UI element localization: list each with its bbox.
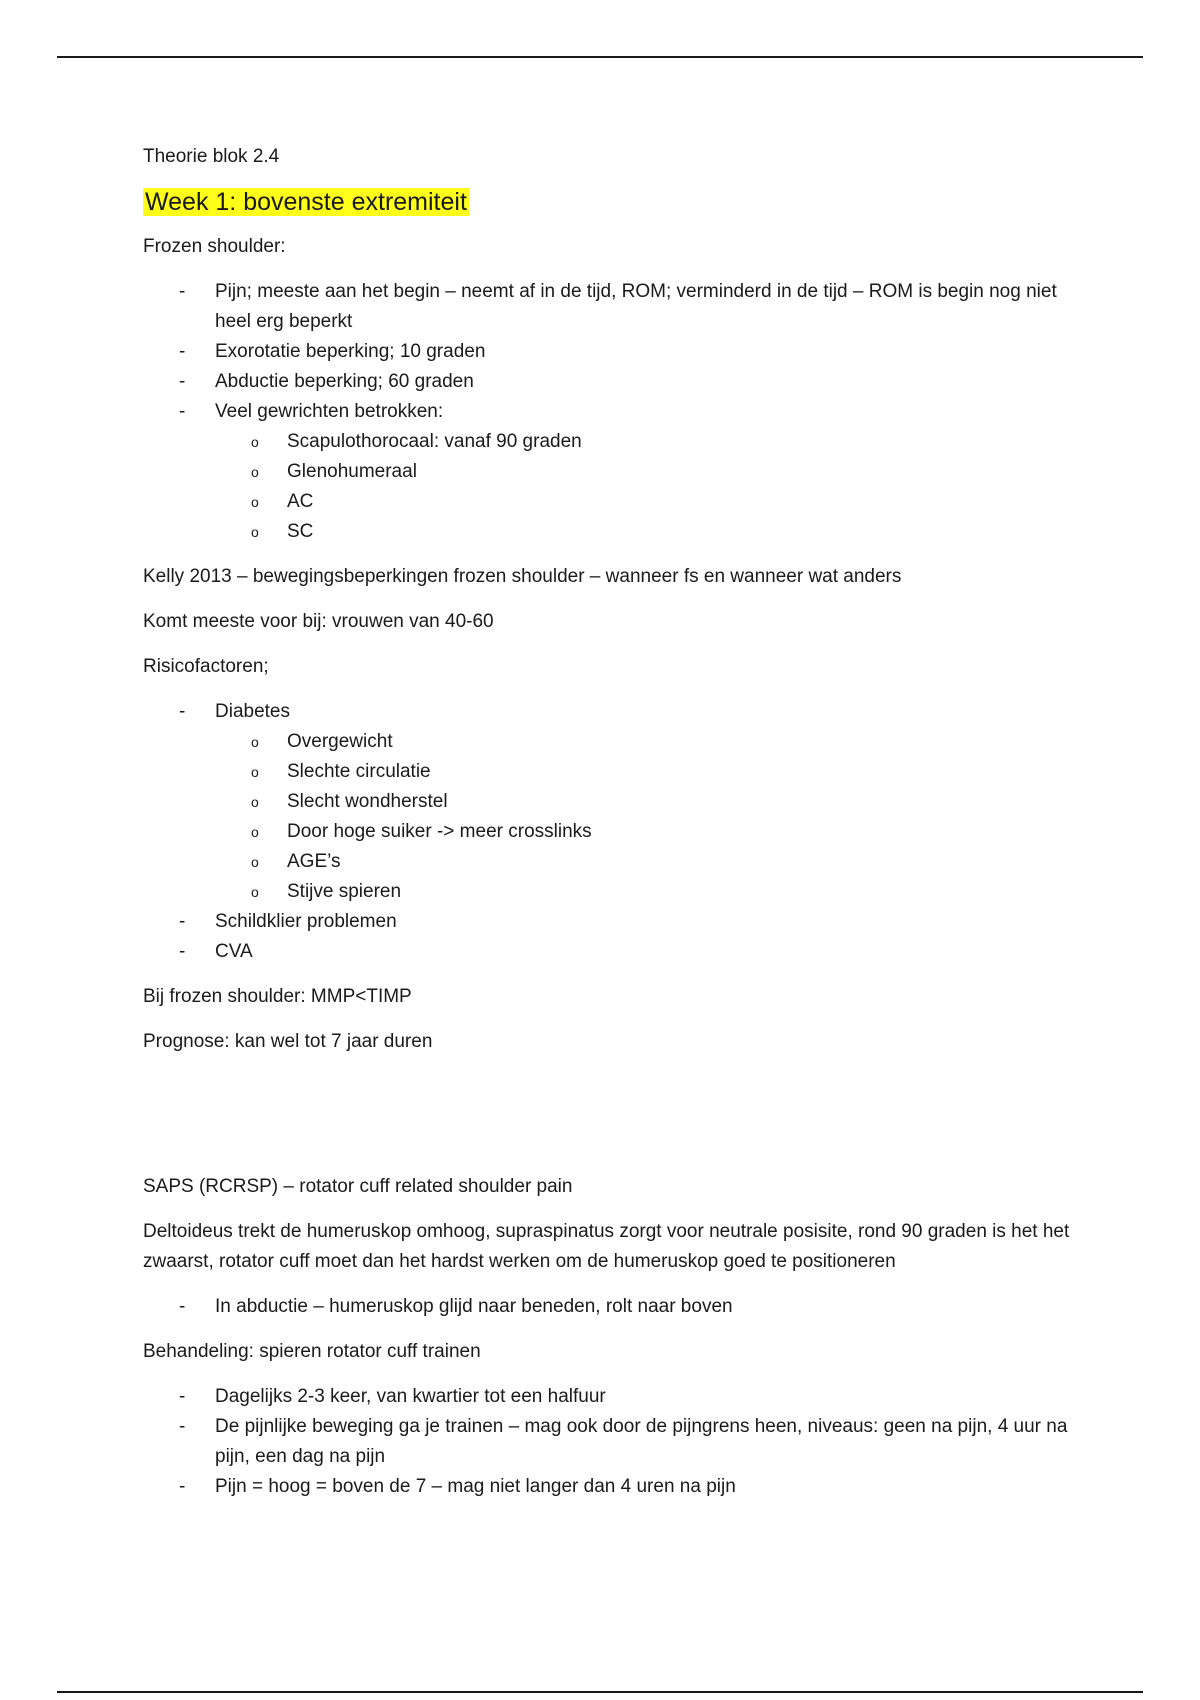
sublist-item-text: Door hoge suiker -> meer crosslinks	[287, 821, 592, 842]
mmp-paragraph: Bij frozen shoulder: MMP<TIMP	[143, 986, 412, 1007]
sublist-item-text: Slecht wondherstel	[287, 791, 448, 812]
list-item	[143, 337, 1083, 367]
circle-bullet: o	[251, 494, 259, 510]
sublist-item	[215, 427, 1083, 457]
kelly-paragraph: Kelly 2013 – bewegingsbeperkingen frozen shoulder – wanneer fs en wanneer wat anders	[143, 566, 902, 587]
list-item	[143, 367, 1083, 397]
sublist-item-text: Overgewicht	[287, 731, 393, 752]
sublist-item	[215, 457, 1083, 487]
dash-bullet: -	[179, 941, 186, 962]
dash-bullet: -	[179, 701, 186, 722]
list-item-text: Veel gewrichten betrokken:	[215, 401, 444, 422]
dash-bullet: -	[179, 1416, 186, 1437]
sublist-item	[215, 757, 1083, 787]
circle-bullet: o	[251, 824, 259, 840]
week-heading-text: Week 1: bovenste extremiteit	[145, 188, 467, 216]
sublist-item-text: AC	[287, 491, 314, 512]
circle-bullet: o	[251, 734, 259, 750]
treatment-list	[143, 1382, 1083, 1502]
frozen-list	[143, 277, 1083, 547]
circle-bullet: o	[251, 464, 259, 480]
sublist-item-text: Glenohumeraal	[287, 461, 417, 482]
deltoid-paragraph: Deltoideus trekt de humeruskop omhoog, supraspinatus zorgt voor neutrale posisite, rond 90 graden is het het zwaarst, rotator cuff moet dan het hardst werken om de humeruskop goed te positioneren	[143, 1221, 1070, 1272]
spacer	[143, 1072, 1083, 1172]
sublist-item	[215, 847, 1083, 877]
dash-bullet: -	[179, 1476, 186, 1497]
diabetes-sublist	[215, 727, 1083, 907]
list-item-text: Pijn = hoog = boven de 7 – mag niet langer dan 4 uren na pijn	[215, 1476, 736, 1497]
risk-title: Risicofactoren;	[143, 656, 269, 677]
sublist-item	[215, 817, 1083, 847]
footer-rule	[57, 1691, 1143, 1693]
dash-bullet: -	[179, 1386, 186, 1407]
sublist-item	[215, 877, 1083, 907]
sublist-item	[215, 787, 1083, 817]
list-item	[143, 937, 1083, 967]
list-item	[143, 1472, 1083, 1502]
dash-bullet: -	[179, 341, 186, 362]
list-item-text: Dagelijks 2-3 keer, van kwartier tot een halfuur	[215, 1386, 606, 1407]
circle-bullet: o	[251, 764, 259, 780]
prevalence-paragraph: Komt meeste voor bij: vrouwen van 40-60	[143, 611, 494, 632]
saps-title: SAPS (RCRSP) – rotator cuff related shoulder pain	[143, 1176, 573, 1197]
circle-bullet: o	[251, 524, 259, 540]
sublist-item-text: Scapulothorocaal: vanaf 90 graden	[287, 431, 582, 452]
list-item	[143, 697, 1083, 907]
circle-bullet: o	[251, 854, 259, 870]
sublist-item-text: Slechte circulatie	[287, 761, 431, 782]
week-heading	[143, 182, 1083, 222]
circle-bullet: o	[251, 884, 259, 900]
list-item-text: Diabetes	[215, 701, 290, 722]
sublist-item-text: SC	[287, 521, 314, 542]
list-item	[143, 1292, 1083, 1322]
frozen-title: Frozen shoulder:	[143, 236, 286, 257]
dash-bullet: -	[179, 911, 186, 932]
list-item	[143, 1412, 1083, 1472]
dash-bullet: -	[179, 1296, 186, 1317]
list-item-text: Schildklier problemen	[215, 911, 397, 932]
sublist-item	[215, 487, 1083, 517]
circle-bullet: o	[251, 434, 259, 450]
document-body	[143, 142, 1083, 1517]
dash-bullet: -	[179, 401, 186, 422]
list-item-text: CVA	[215, 941, 253, 962]
dash-bullet: -	[179, 281, 186, 302]
list-item	[143, 1382, 1083, 1412]
sublist-item-text: Stijve spieren	[287, 881, 402, 902]
list-item-text: De pijnlijke beweging ga je trainen – mag ook door de pijngrens heen, niveaus: geen na pijn, 4 uur na pijn, een dag na pijn	[215, 1416, 1068, 1467]
treatment-title: Behandeling: spieren rotator cuff trainen	[143, 1341, 481, 1362]
list-item	[143, 277, 1083, 337]
sublist-item-text: AGE’s	[287, 851, 341, 872]
abduction-list	[143, 1292, 1083, 1322]
sublist-item	[215, 517, 1083, 547]
joints-sublist	[215, 427, 1083, 547]
list-item-text: In abductie – humeruskop glijd naar beneden, rolt naar boven	[215, 1296, 733, 1317]
list-item	[143, 397, 1083, 547]
circle-bullet: o	[251, 794, 259, 810]
prognosis-paragraph: Prognose: kan wel tot 7 jaar duren	[143, 1031, 433, 1052]
sublist-item	[215, 727, 1083, 757]
list-item-text: Exorotatie beperking; 10 graden	[215, 341, 486, 362]
risk-list	[143, 697, 1083, 967]
header-rule	[57, 56, 1143, 58]
list-item-text: Abductie beperking; 60 graden	[215, 371, 474, 392]
list-item	[143, 907, 1083, 937]
course-label: Theorie blok 2.4	[143, 146, 280, 167]
list-item-text: Pijn; meeste aan het begin – neemt af in de tijd, ROM; verminderd in de tijd – ROM is begin nog niet heel erg beperkt	[215, 281, 1057, 332]
dash-bullet: -	[179, 371, 186, 392]
